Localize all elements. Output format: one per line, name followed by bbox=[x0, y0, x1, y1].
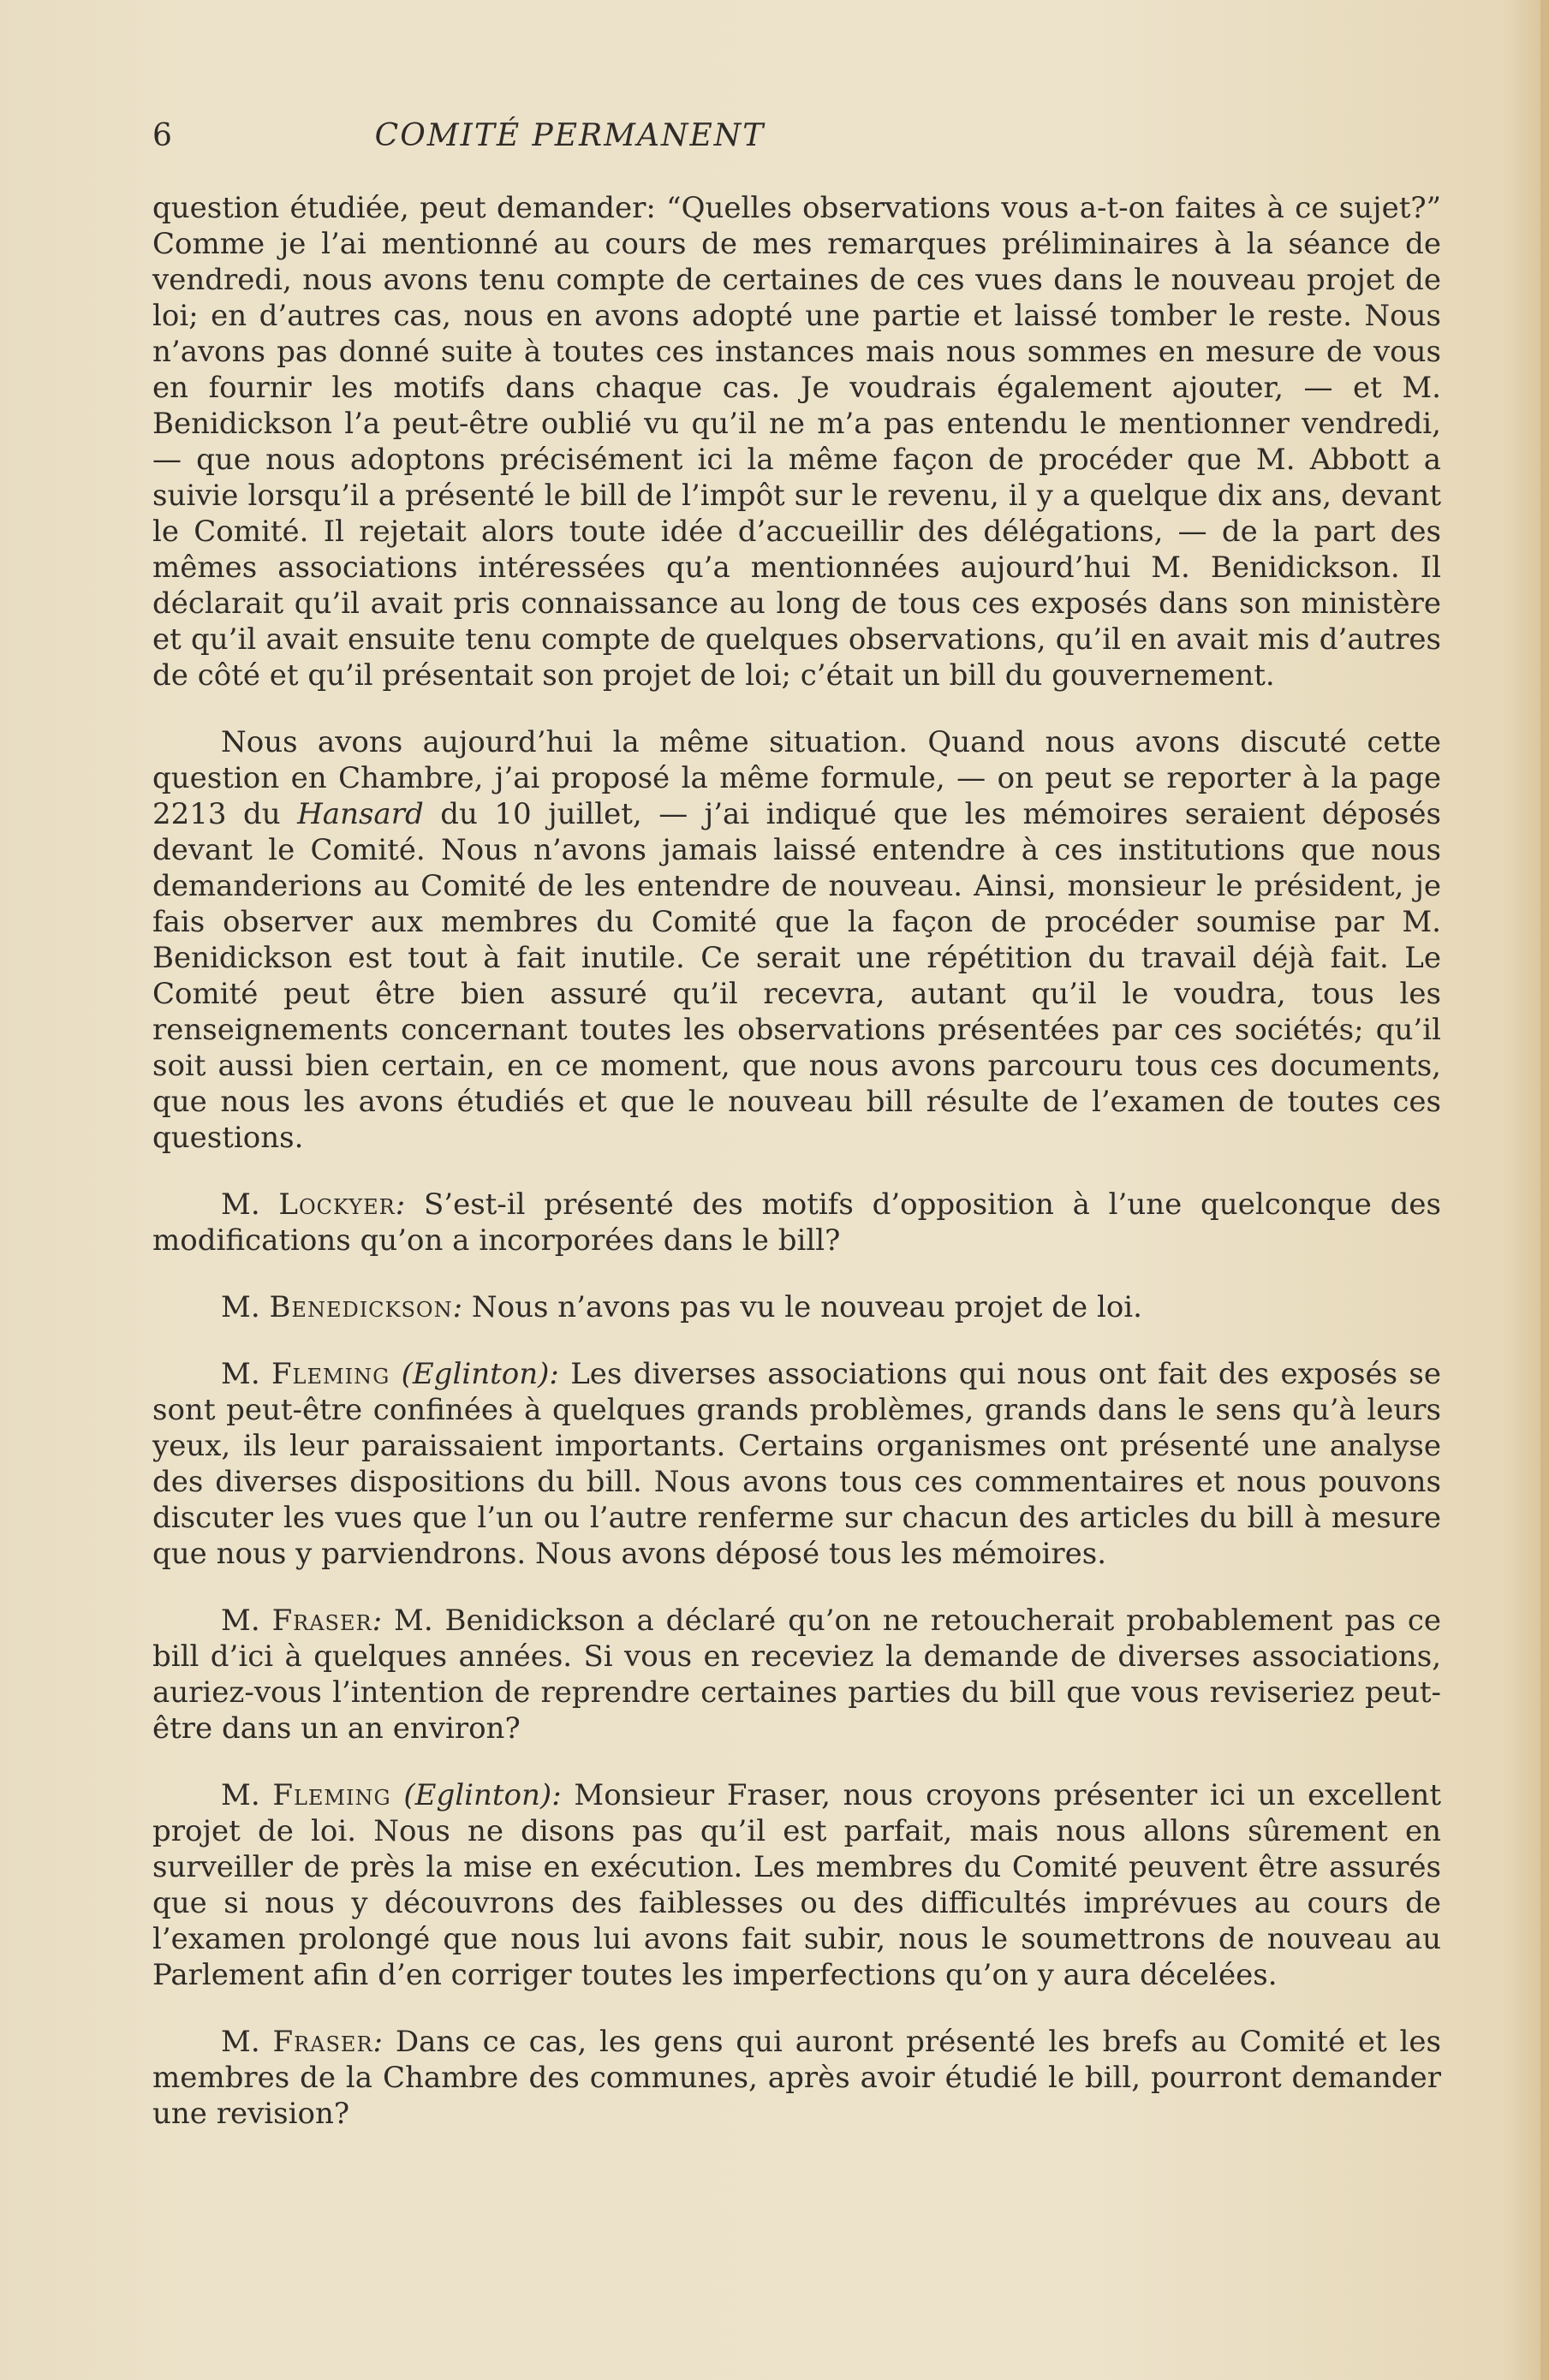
speaker-name: Lockyer bbox=[278, 1187, 396, 1222]
speaker-riding: (Eglinton) bbox=[390, 1778, 552, 1812]
speaker-paragraph-fraser bbox=[152, 1603, 1441, 1746]
speaker-prefix: M. bbox=[221, 1187, 279, 1222]
paragraph-text: Nous avons aujourd’hui la même situation. Quand nous avons discuté cette question en Chambre, j’ai proposé la même formule, — on peut se reporter à la page 2213 du bbox=[152, 725, 1441, 831]
speaker-paragraph-fleming-2 bbox=[152, 1777, 1441, 1993]
running-title: COMITÉ PERMANENT bbox=[374, 118, 766, 153]
paragraph-continuation: question étudiée, peut demander: “Quelles observations vous a-t-on faites à ce sujet?” Comme je l’ai mentionné au cours de mes remarques préliminaires à la séance de vendredi, nous avons tenu compte de certaines de ces vues dans le nouveau projet de loi; en d’autres cas, nous en avons adopté une partie et laissé tomber le reste. Nous n’avons pas donné suite à toutes ces instances mais nous sommes en mesure de vous en fournir les motifs dans chaque cas. Je voudrais également ajouter, — et M. Benidickson l’a peut-être oublié vu qu’il ne m’a pas entendu le mentionner vendredi, — que nous adoptons précisément ici la même façon de procéder que M. Abbott a suivie lorsqu’il a présenté le bill de l’impôt sur le revenu, il y a quelque dix ans, devant le Comité. Il rejetait alors toute idée d’accueillir des délégations, — de la part des mêmes associations intéressées qu’a mentionnées aujourd’hui M. Benidickson. Il déclarait qu’il avait pris connaissance au long de tous ces exposés dans son ministère et qu’il avait ensuite tenu compte de quelques observations, qu’il en avait mis d’autres de côté et qu’il présentait son projet de loi; c’était un bill du gouvernement. bbox=[152, 191, 1441, 693]
speaker-paragraph-fraser-2 bbox=[152, 2024, 1441, 2132]
page-edge bbox=[1540, 0, 1549, 2380]
speaker-name: Fraser bbox=[272, 2025, 373, 2059]
speaker-colon: : bbox=[551, 1778, 562, 1812]
paragraph-minister bbox=[152, 724, 1441, 1156]
speech-text: Nous n’avons pas vu le nouveau projet de loi. bbox=[462, 1290, 1142, 1324]
speech-text: Monsieur Fraser, nous croyons présenter ici un excellent projet de loi. Nous ne disons pas qu’il est parfait, mais nous allons sûrement en surveiller de près la mise en exécution. Les membres du Comité peuvent être assurés que si nous y découvrons des faiblesses ou des difficultés imprévues au cours de l’examen prolongé que nous lui avons fait subir, nous le soumettrons de nouveau au Parlement afin d’en corriger toutes les imperfections qu’on y aura décelées. bbox=[152, 1778, 1441, 1992]
speaker-paragraph-fleming bbox=[152, 1356, 1441, 1572]
speaker-prefix: M. bbox=[221, 1778, 273, 1812]
speech-text: S’est-il présenté des motifs d’opposition à l’une quelconque des modifications qu’on a incorporées dans le bill? bbox=[152, 1187, 1441, 1258]
speaker-colon: : bbox=[372, 1604, 383, 1638]
speech-text: M. Benidickson a déclaré qu’on ne retoucherait probablement pas ce bill d’ici à quelques années. Si vous en receviez la demande de diverses associations, auriez-vous l’intention de reprendre certaines parties du bill que vous reviseriez peut-être dans un an environ? bbox=[152, 1604, 1441, 1746]
speaker-riding: (Eglinton) bbox=[390, 1357, 550, 1391]
speaker-prefix: M. bbox=[221, 1604, 272, 1638]
speaker-prefix: M. bbox=[221, 2025, 273, 2059]
speaker-name: Benedickson bbox=[269, 1290, 453, 1324]
speaker-name: Fleming bbox=[271, 1357, 390, 1391]
speech-text: Les diverses associations qui nous ont fait des exposés se sont peut-être confinées à quelques grands problèmes, grands dans le sens qu’à leurs yeux, ils leur paraissaient importants. Certains organismes ont présenté une analyse des diverses dispositions du bill. Nous avons tous ces commentaires et nous pouvons discuter les vues que l’un ou l’autre renferme sur chacun des articles du bill à mesure que nous y parviendrons. Nous avons déposé tous les mémoires. bbox=[152, 1357, 1441, 1571]
document-body bbox=[152, 190, 1441, 2132]
speech-text: Dans ce cas, les gens qui auront présenté les brefs au Comité et les membres de la Chambre des communes, après avoir étudié le bill, pourront demander une revision? bbox=[152, 2025, 1441, 2131]
hansard-reference: Hansard bbox=[297, 797, 424, 831]
page-number: 6 bbox=[152, 118, 172, 153]
speaker-colon: : bbox=[452, 1290, 463, 1324]
speaker-paragraph-lockyer bbox=[152, 1187, 1441, 1258]
speaker-name: Fraser bbox=[271, 1604, 372, 1638]
speaker-colon: : bbox=[395, 1187, 406, 1222]
speaker-colon: : bbox=[372, 2025, 383, 2059]
speaker-prefix: M. bbox=[221, 1357, 271, 1391]
speaker-prefix: M. bbox=[221, 1290, 270, 1324]
speaker-paragraph-benedickson bbox=[152, 1289, 1441, 1325]
paragraph-text: du 10 juillet, — j’ai indiqué que les mémoires seraient déposés devant le Comité. Nous n’avons jamais laissé entendre à ces institutions que nous demanderions au Comité de les entendre de nouveau. Ainsi, monsieur le président, je fais observer aux membres du Comité que la façon de procéder soumise par M. Benidickson est tout à fait inutile. Ce serait une répétition du travail déjà fait. Le Comité peut être bien assuré qu’il recevra, autant qu’il le voudra, tous les renseignements concernant toutes les observations présentées par ces sociétés; qu’il soit aussi bien certain, en ce moment, que nous avons parcouru tous ces documents, que nous les avons étudiés et que le nouveau bill résulte de l’examen de toutes ces questions. bbox=[152, 797, 1442, 1155]
speaker-colon: : bbox=[549, 1357, 559, 1391]
page-header bbox=[152, 111, 987, 163]
speaker-name: Fleming bbox=[272, 1778, 391, 1812]
